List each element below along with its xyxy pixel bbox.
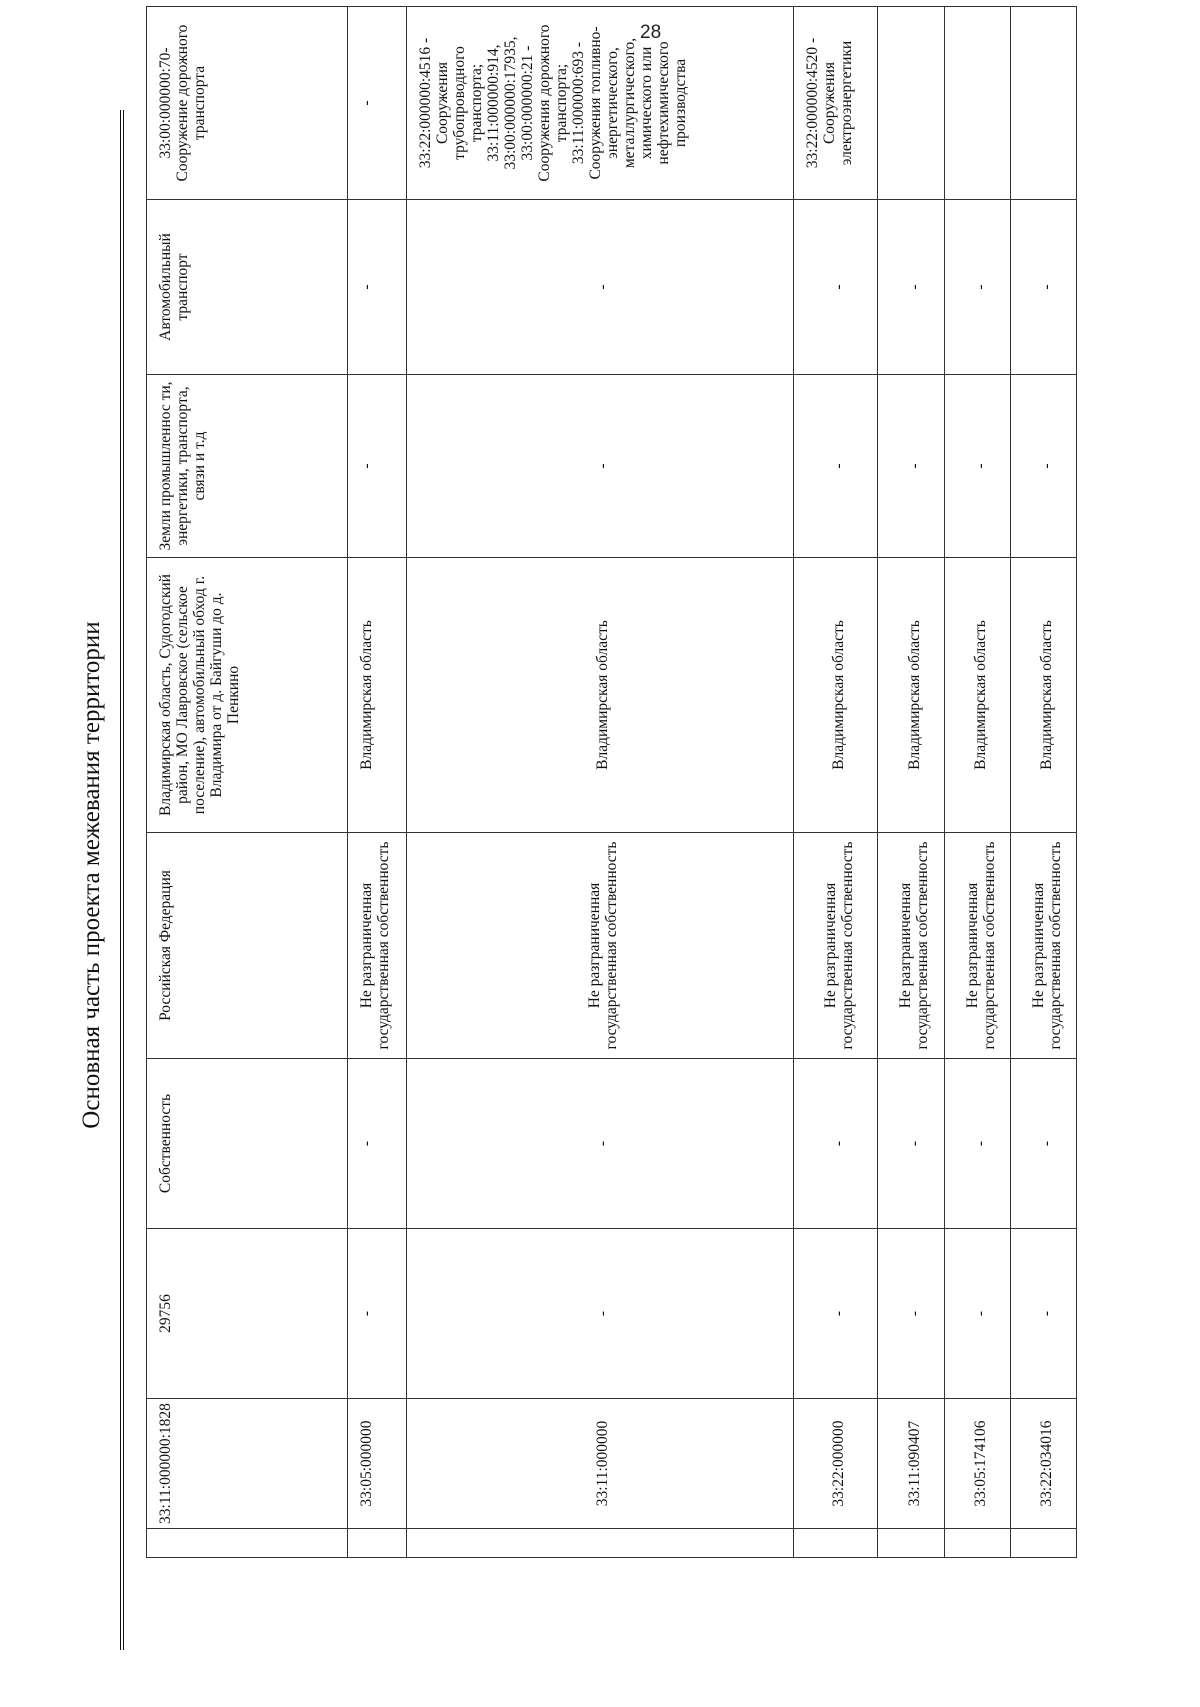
table-row — [347, 7, 407, 1558]
zone-info-cell — [878, 7, 945, 200]
land-category-cell: - — [347, 375, 407, 558]
ownership-cell: - — [945, 1059, 1011, 1229]
land-category-cell: Земли промышленнос ти, энергетики, транспорта, связи и т.д — [147, 375, 348, 558]
cadastral-number-cell: 33:11:000000 — [407, 1399, 794, 1529]
owner-cell: Не разграниченная государственная собственность — [793, 833, 878, 1059]
cadastral-number-cell: 33:11:000000:1828 — [147, 1399, 348, 1529]
location-cell: Владимирская область — [945, 558, 1011, 833]
table-row — [147, 7, 348, 1558]
ownership-cell: - — [1011, 1059, 1077, 1229]
table-row — [407, 7, 794, 1558]
row-edge-cell — [347, 1529, 407, 1558]
ownership-cell: - — [878, 1059, 945, 1229]
location-cell: Владимирская область — [407, 558, 794, 833]
location-cell: Владимирская область — [347, 558, 407, 833]
area-cell: - — [407, 1229, 794, 1399]
row-edge-cell — [878, 1529, 945, 1558]
permitted-use-cell: - — [347, 200, 407, 375]
cadastral-number-cell: 33:05:174106 — [945, 1399, 1011, 1529]
location-cell: Владимирская область — [878, 558, 945, 833]
ownership-cell: Собственность — [147, 1059, 348, 1229]
land-category-cell: - — [878, 375, 945, 558]
location-cell: Владимирская область — [1011, 558, 1077, 833]
zone-info-cell: - — [347, 7, 407, 200]
permitted-use-cell: - — [878, 200, 945, 375]
land-category-cell: - — [945, 375, 1011, 558]
row-edge-cell — [407, 1529, 794, 1558]
owner-cell: Не разграниченная государственная собственность — [347, 833, 407, 1059]
area-cell: - — [945, 1229, 1011, 1399]
row-edge-cell — [793, 1529, 878, 1558]
table-row — [878, 7, 945, 1558]
area-cell: - — [878, 1229, 945, 1399]
zone-info-cell: 33:00:000000:70- Сооружение дорожного транспорта — [147, 7, 348, 200]
row-edge-cell — [945, 1529, 1011, 1558]
owner-cell: Не разграниченная государственная собственность — [407, 833, 794, 1059]
owner-cell: Не разграниченная государственная собственность — [1011, 833, 1077, 1059]
zone-info-cell — [945, 7, 1011, 200]
land-category-cell: - — [1011, 375, 1077, 558]
table-row — [945, 7, 1011, 1558]
area-cell: 29756 — [147, 1229, 348, 1399]
permitted-use-cell: Автомобильный транспорт — [147, 200, 348, 375]
row-edge-cell — [1011, 1529, 1077, 1558]
cadastral-number-cell: 33:05:000000 — [347, 1399, 407, 1529]
permitted-use-cell: - — [407, 200, 794, 375]
title-double-rule — [120, 110, 124, 1650]
table-row — [793, 7, 878, 1558]
zone-info-cell: 33:22:000000:4520 - Сооружения электроэнергетики — [793, 7, 878, 200]
land-category-cell: - — [793, 375, 878, 558]
table-row — [1011, 7, 1077, 1558]
document-title: Основная часть проекта межевания территории — [78, 621, 105, 1129]
rotated-page-frame — [70, 24, 1100, 1650]
area-cell: - — [793, 1229, 878, 1399]
owner-cell: Российская Федерация — [147, 833, 348, 1059]
ownership-cell: - — [407, 1059, 794, 1229]
cadastral-number-cell: 33:22:034016 — [1011, 1399, 1077, 1529]
permitted-use-cell: - — [945, 200, 1011, 375]
location-cell: Владимирская область, Судогодский район, МО Лавровское (сельское поселение), автомобильный обход г. Владимира от д. Байгуши до д. Пенкино — [147, 558, 348, 833]
land-plots-table — [146, 6, 1077, 1558]
ownership-cell: - — [347, 1059, 407, 1229]
cadastral-number-cell: 33:22:000000 — [793, 1399, 878, 1529]
owner-cell: Не разграниченная государственная собственность — [878, 833, 945, 1059]
area-cell: - — [347, 1229, 407, 1399]
cadastral-number-cell: 33:11:090407 — [878, 1399, 945, 1529]
ownership-cell: - — [793, 1059, 878, 1229]
permitted-use-cell: - — [1011, 200, 1077, 375]
land-category-cell: - — [407, 375, 794, 558]
area-cell: - — [1011, 1229, 1077, 1399]
zone-info-cell — [1011, 7, 1077, 200]
zone-info-cell: 33:22:000000:4516 - Сооружения трубопроводного транспорта; 33:11:000000:914, 33:00:000000:17935, 33:00:000000:21 - Сооружения дорожного транспорта; 33:11:000000:693 - Сооружения топливно- энергетического, металлургического, химического или нефтехимического производства — [407, 7, 794, 200]
owner-cell: Не разграниченная государственная собственность — [945, 833, 1011, 1059]
location-cell: Владимирская область — [793, 558, 878, 833]
page-number: 28 — [640, 22, 662, 43]
permitted-use-cell: - — [793, 200, 878, 375]
row-edge-cell — [147, 1529, 348, 1558]
rotated-content — [70, 24, 1100, 1650]
